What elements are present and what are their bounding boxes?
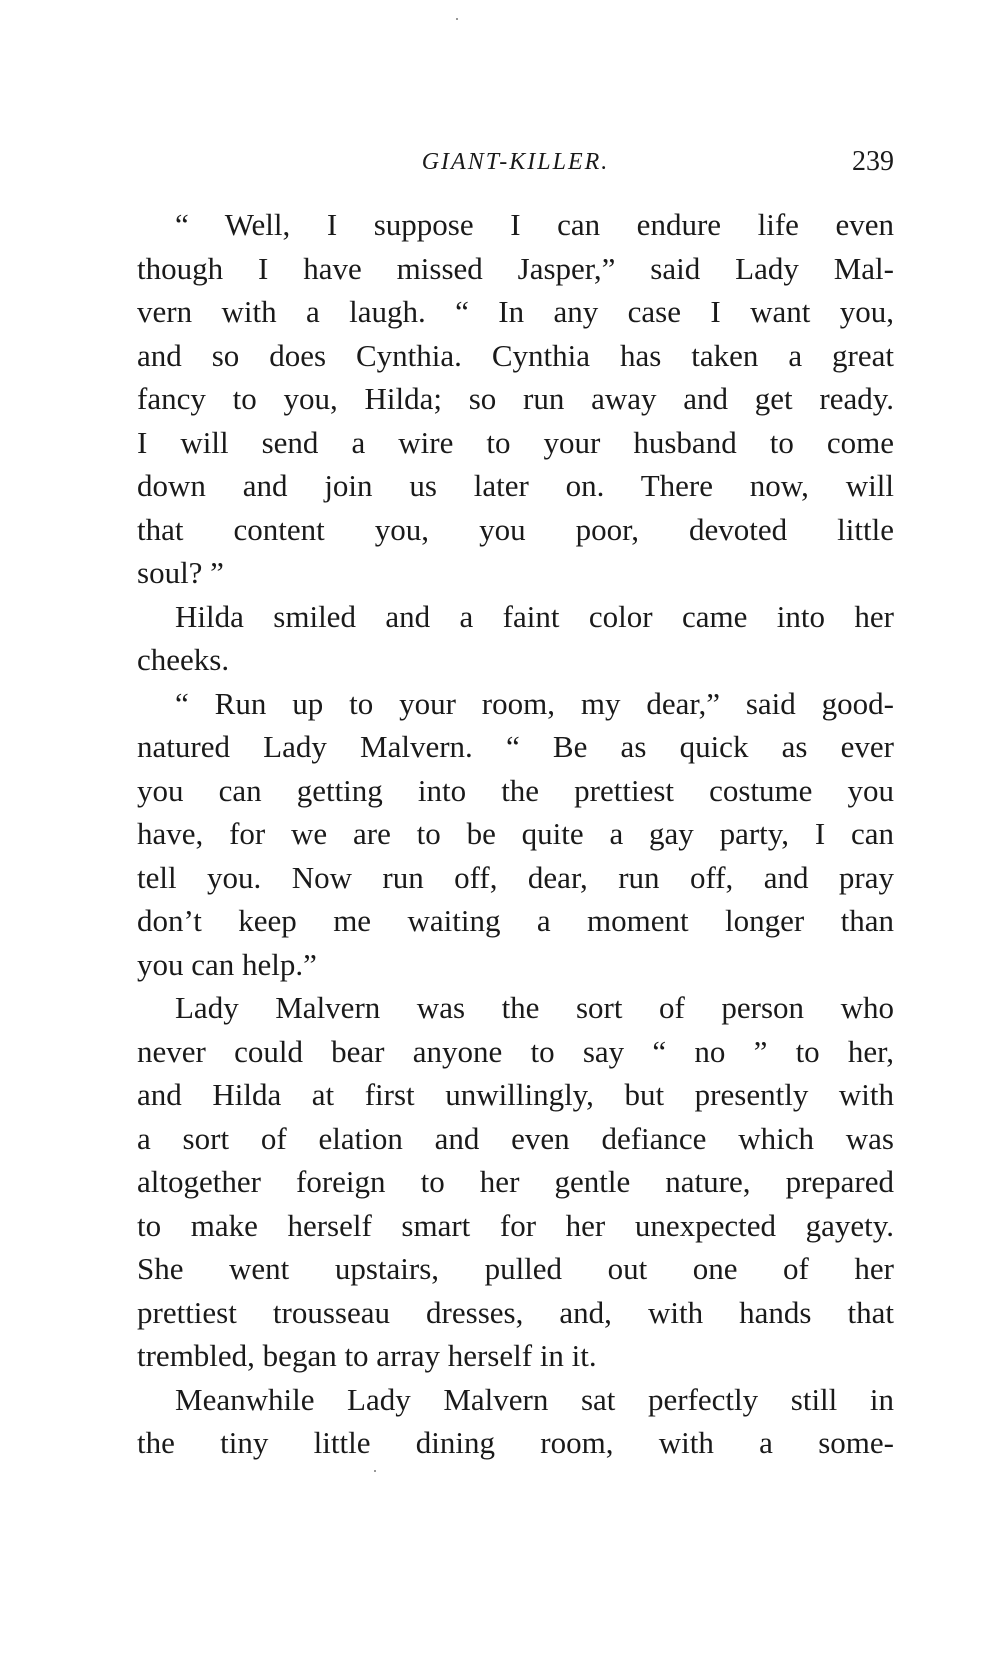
text-line: natured Lady Malvern. “ Be as quick as ever: [137, 729, 894, 764]
paper-speck: [456, 18, 458, 20]
text-line: Meanwhile Lady Malvern sat perfectly still in: [175, 1381, 894, 1417]
text-line: down and join us later on. There now, will: [137, 468, 894, 503]
text-line: though I have missed Jasper,” said Lady Mal-: [137, 250, 894, 286]
text-line: have, for we are to be quite a gay party, I can: [137, 816, 894, 851]
text-line: you can getting into the prettiest costume you: [137, 772, 894, 808]
text-line: that content you, you poor, devoted little: [137, 511, 894, 547]
text-line: “ Run up to your room, my dear,” said good-: [175, 685, 894, 721]
text-line: to make herself smart for her unexpected gayety.: [137, 1207, 894, 1243]
text-line: and Hilda at first unwillingly, but presently with: [137, 1077, 894, 1112]
text-line: Hilda smiled and a faint color came into her: [175, 598, 894, 634]
running-title: GIANT-KILLER.: [421, 149, 610, 175]
text-line: and so does Cynthia. Cynthia has taken a great: [137, 337, 894, 373]
body-text: [137, 203, 894, 1465]
text-line: vern with a laugh. “ In any case I want you,: [137, 294, 894, 329]
text-line: Lady Malvern was the sort of person who: [175, 990, 894, 1025]
page-number: 239: [852, 146, 894, 177]
paper-speck: [374, 1470, 376, 1472]
text-line: never could bear anyone to say “ no ” to her,: [137, 1033, 894, 1069]
text-line: don’t keep me waiting a moment longer than: [137, 903, 894, 938]
text-line: altogether foreign to her gentle nature, prepared: [137, 1164, 894, 1199]
text-line: trembled, began to array herself in it.: [137, 1338, 597, 1373]
text-line: a sort of elation and even defiance which was: [137, 1120, 894, 1156]
text-line: She went upstairs, pulled out one of her: [137, 1251, 894, 1286]
text-line: cheeks.: [137, 642, 230, 677]
text-line: soul? ”: [137, 555, 224, 590]
text-line: tell you. Now run off, dear, run off, and pray: [137, 859, 894, 895]
text-line: the tiny little dining room, with a some-: [137, 1425, 894, 1460]
running-head: [137, 142, 894, 182]
text-line: “ Well, I suppose I can endure life even: [175, 207, 894, 242]
text-line: I will send a wire to your husband to come: [137, 424, 894, 460]
text-line: you can help.”: [137, 946, 317, 982]
text-line: prettiest trousseau dresses, and, with hands that: [137, 1294, 894, 1330]
text-line: fancy to you, Hilda; so run away and get ready.: [137, 381, 894, 416]
